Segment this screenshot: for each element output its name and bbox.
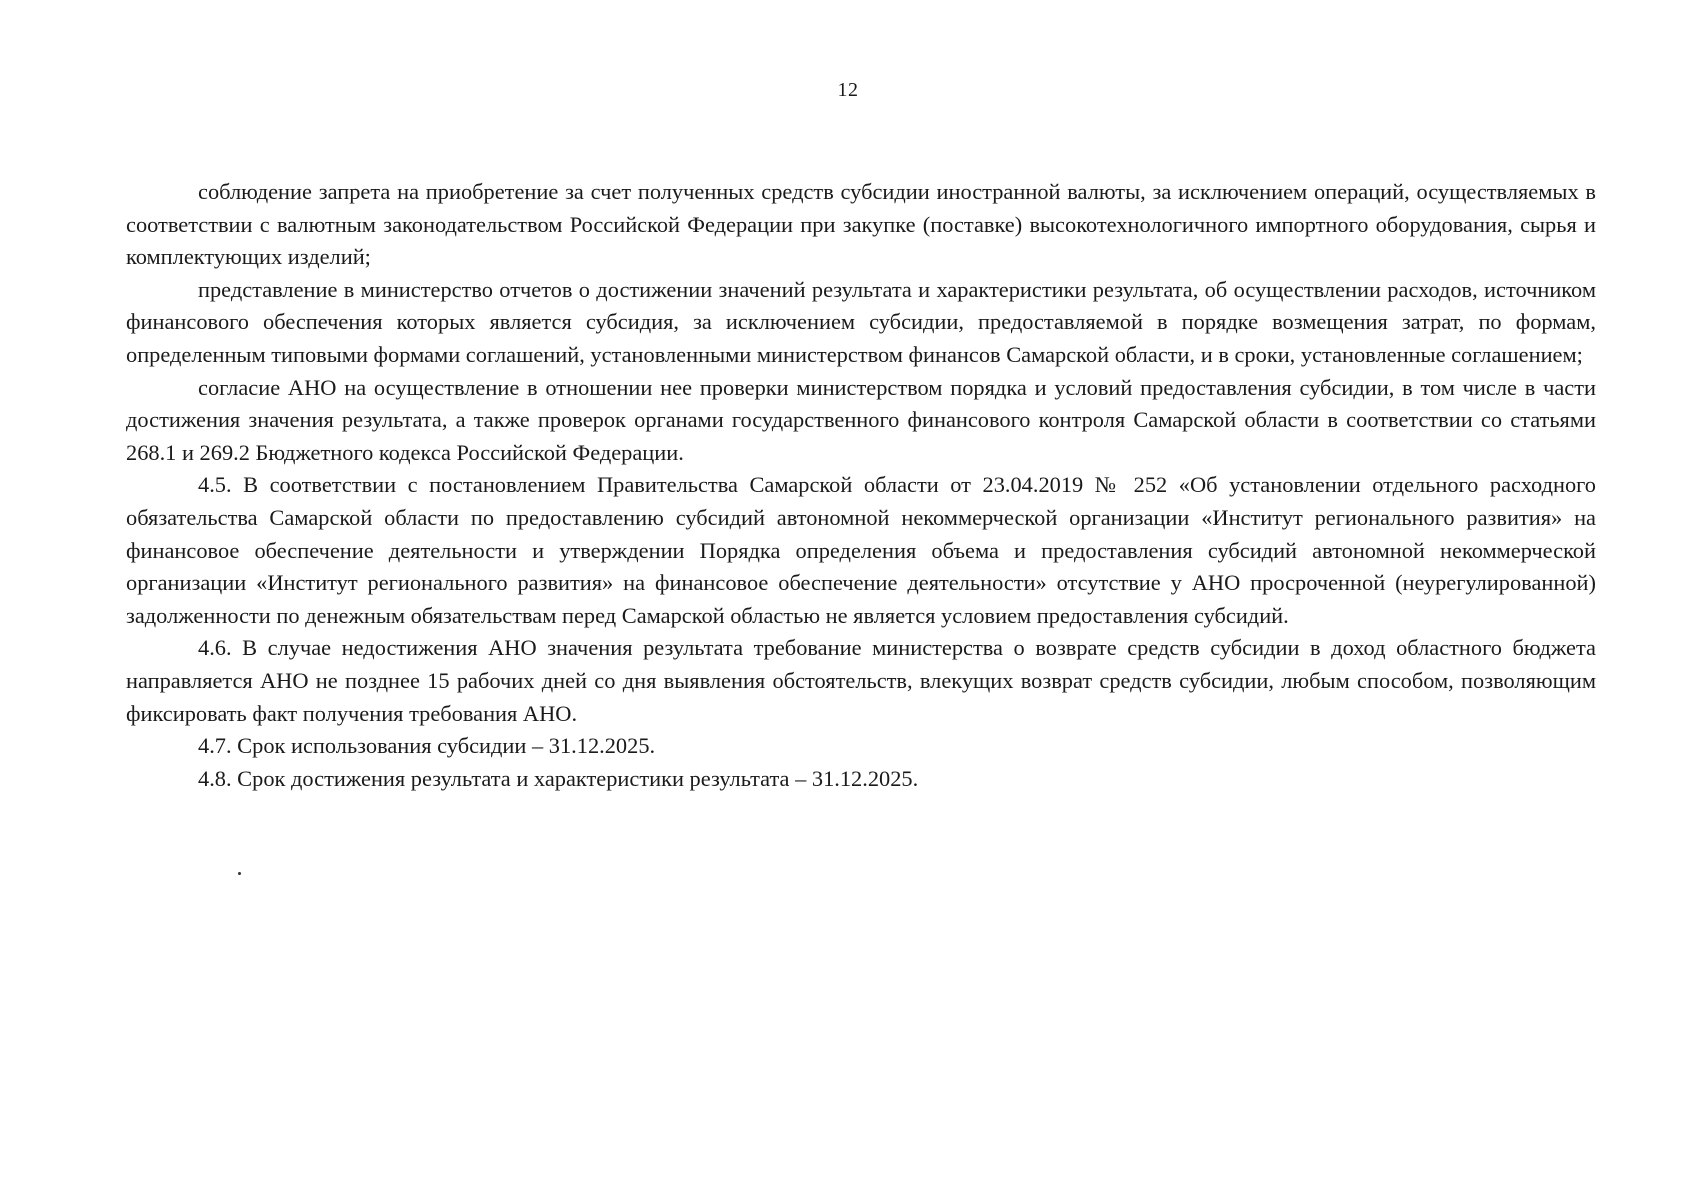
- document-body: [126, 176, 1596, 795]
- paragraph-4-5: 4.5. В соответствии с постановлением Правительства Самарской области от 23.04.2019 № 252 «Об установлении отдельного расходного обязательства Самарской области по предоставлению субсидий автономной некоммерческой организации «Институт регионального развития» на финансовое обеспечение деятельности и утверждении Порядка определения объема и предоставления субсидий автономной некоммерческой организации «Институт регионального развития» на финансовое обеспечение деятельности» отсутствие у АНО просроченной (неурегулированной) задолженности по денежным обязательствам перед Самарской областью не является условием предоставления субсидий.: [126, 472, 1596, 628]
- scan-speck: [238, 872, 241, 875]
- paragraph-4-8: 4.8. Срок достижения результата и характеристики результата – 31.12.2025.: [198, 765, 919, 791]
- paragraph-4-6: 4.6. В случае недостижения АНО значения результата требование министерства о возврате средств субсидии в доход областного бюджета направляется АНО не позднее 15 рабочих дней со дня выявления обстоятельств, влекущих возврат средств субсидии, любым способом, позволяющим фиксировать факт получения требования АНО.: [126, 635, 1596, 726]
- paragraph-4-7: 4.7. Срок использования субсидии – 31.12.2025.: [198, 733, 656, 759]
- paragraph-ban-foreign-currency: соблюдение запрета на приобретение за счет полученных средств субсидии иностранной валюты, за исключением операций, осуществляемых в соответствии с валютным законодательством Российской Федерации при закупке (поставке) высокотехнологичного импортного оборудования, сырья и комплектующих изделий;: [126, 179, 1596, 270]
- page-number: 12: [837, 79, 859, 101]
- paragraph-consent-inspection: согласие АНО на осуществление в отношении нее проверки министерством порядка и условий предоставления субсидии, в том числе в части достижения значения результата, а также проверок органами государственного финансового контроля Самарской области в соответствии со статьями 268.1 и 269.2 Бюджетного кодекса Российской Федерации.: [126, 374, 1596, 465]
- paragraph-reports-submission: представление в министерство отчетов о достижении значений результата и характеристики результата, об осуществлении расходов, источником финансового обеспечения которых является субсидия, за исключением субсидии, предоставляемой в порядке возмещения затрат, по формам, определенным типовыми формами соглашений, установленными министерством финансов Самарской области, и в сроки, установленные соглашением;: [126, 276, 1596, 367]
